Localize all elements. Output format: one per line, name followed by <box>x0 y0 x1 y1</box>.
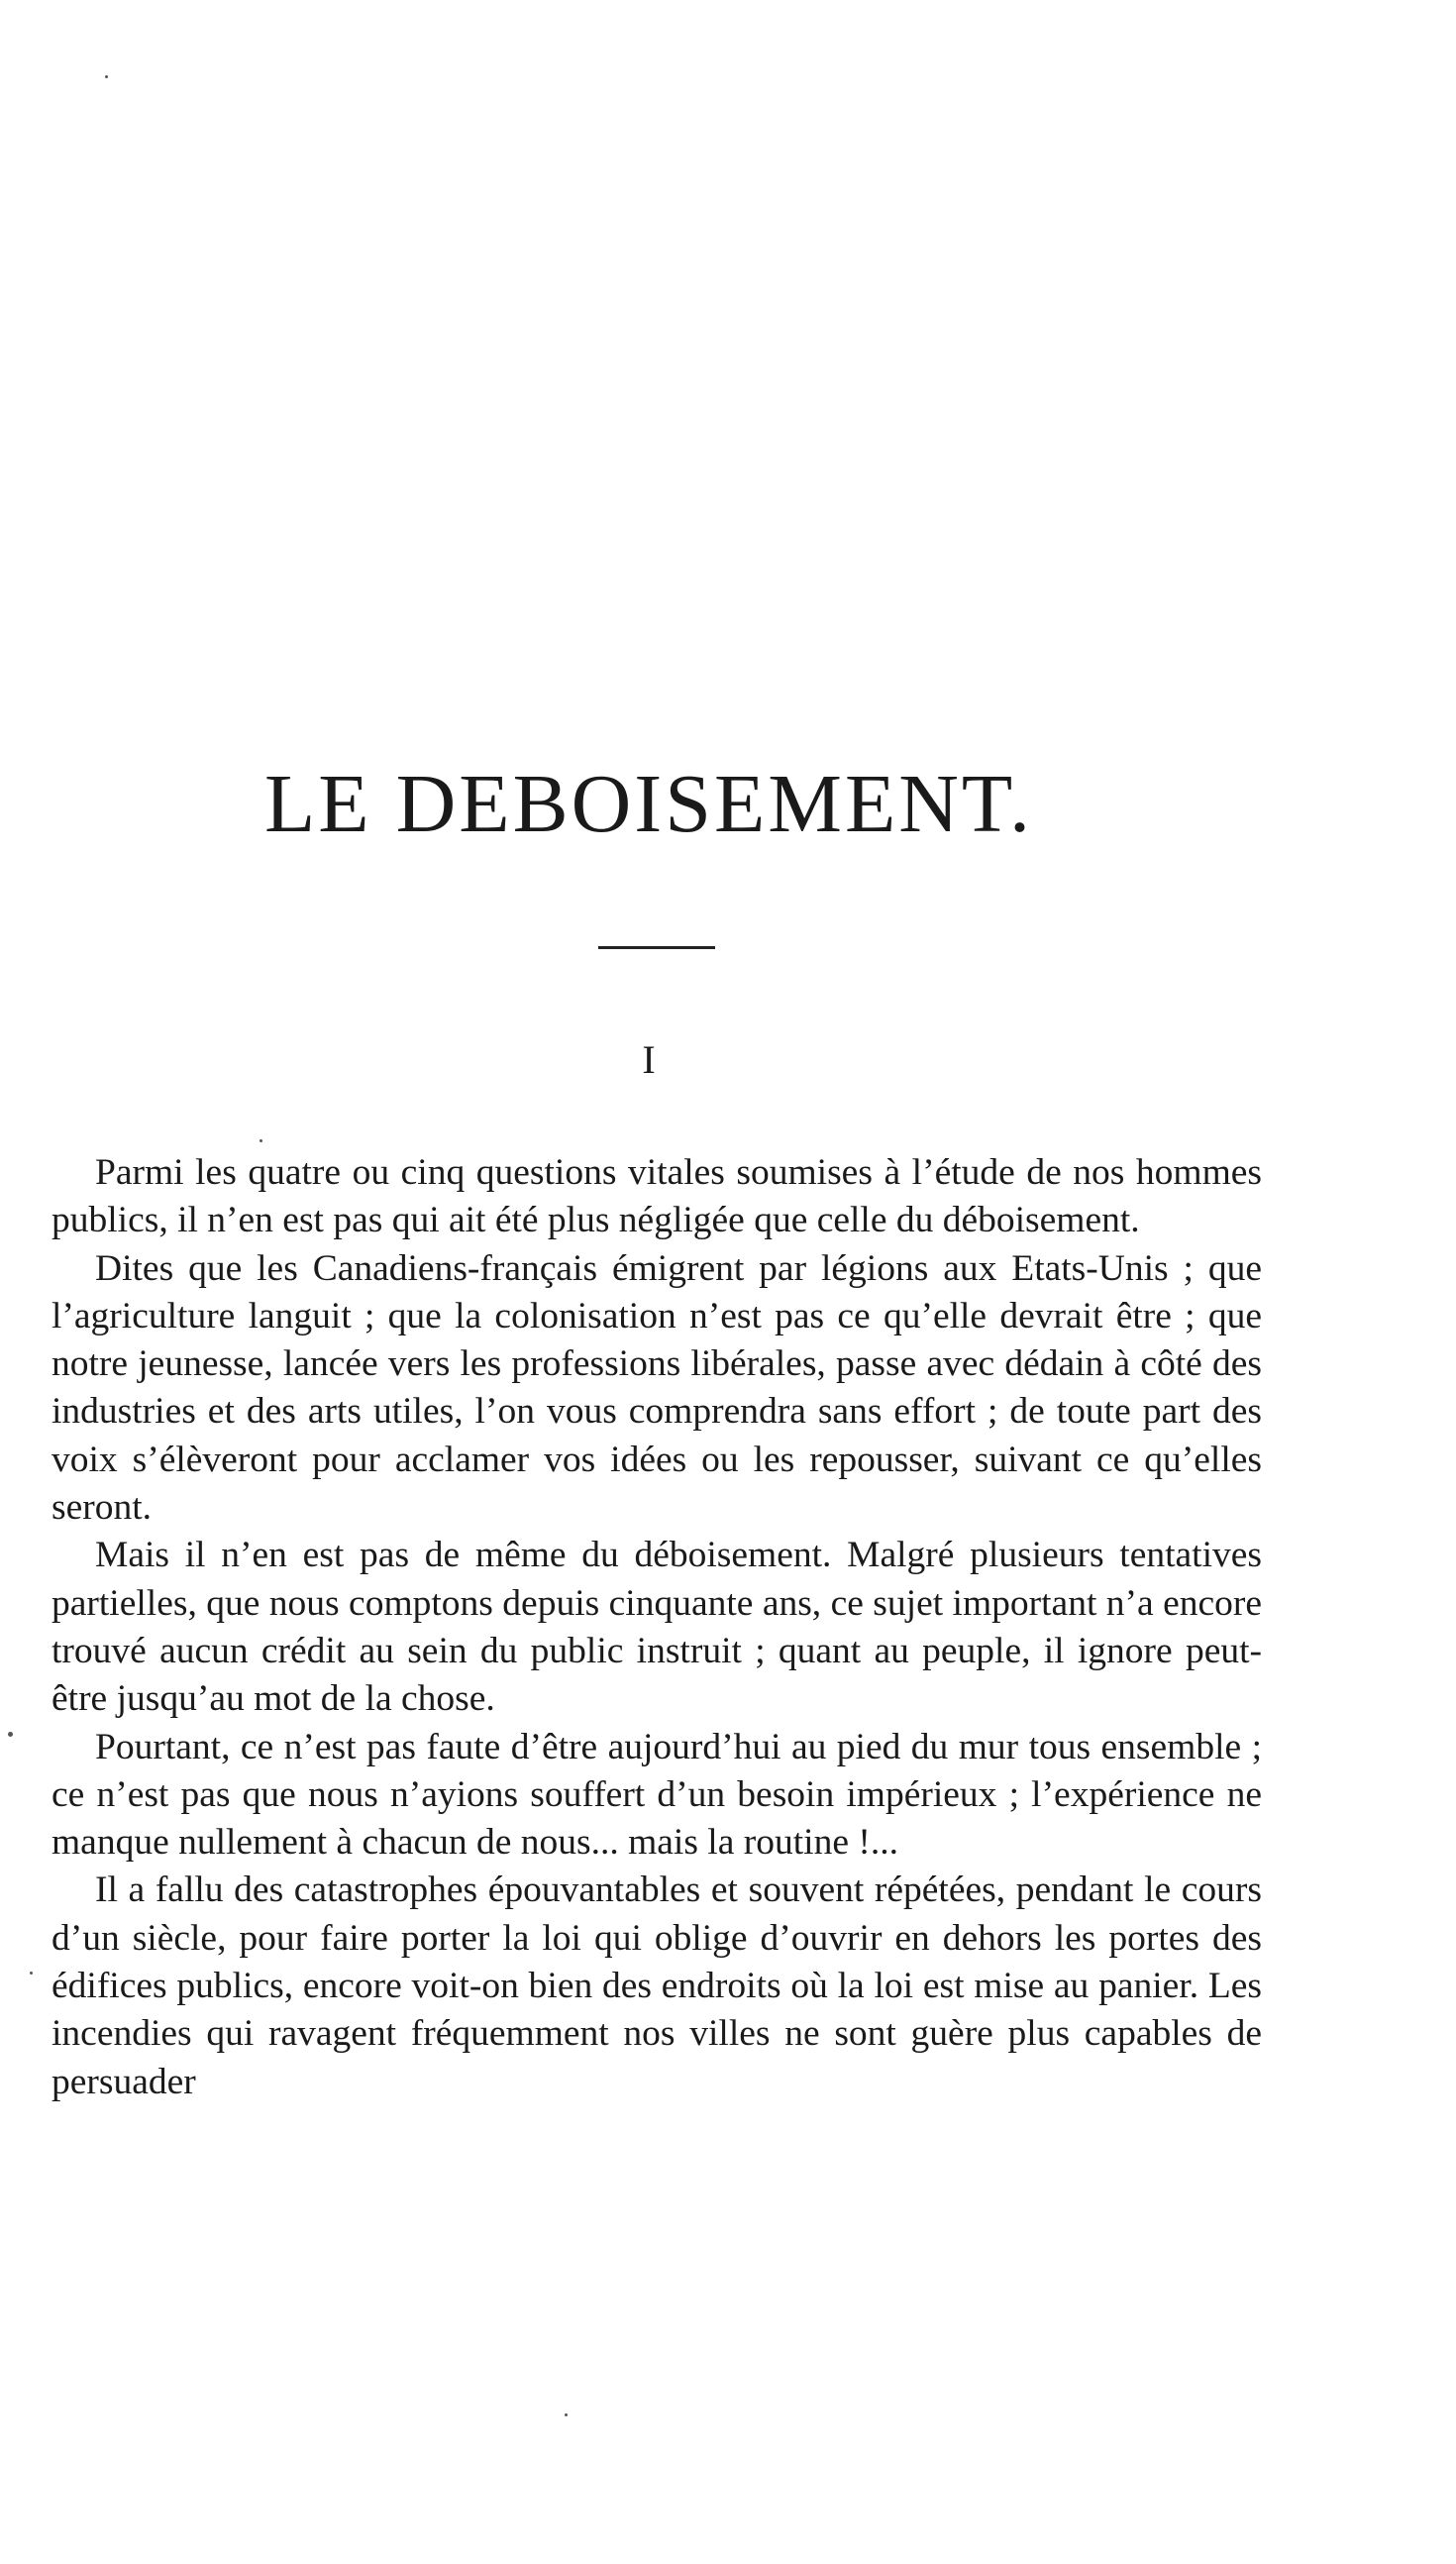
print-speck <box>8 1732 13 1737</box>
section-number: I <box>642 1037 656 1082</box>
paragraph: Parmi les quatre ou cinq questions vitales soumises à l’étude de nos hommes publics, il n’en est pas qui ait été plus négligée que celle du déboisement. <box>52 1152 1262 1241</box>
paragraph: Dites que les Canadiens-français émigrent par légions aux Etats-Unis ; que l’agriculture languit ; que la colonisation n’est pas ce qu’elle devrait être ; que notre jeunesse, lancée vers les professions libérales, passe avec dédain à côté des industries et des arts utiles, l’on vous comprendra sans effort ; de toute part des voix s’élèveront pour acclamer vos idées ou les repousser, suivant ce qu’elles seront. <box>52 1247 1262 1529</box>
title-rule <box>598 946 715 949</box>
chapter-title: LE DEBOISEMENT. <box>263 758 1034 850</box>
paragraph: Mais il n’en est pas de même du déboisement. Malgré plusieurs tentatives partielles, que nous comptons depuis cinquante ans, ce sujet important n’a encore trouvé aucun crédit au sein du public instruit ; quant au peuple, il ignore peut-être jusqu’au mot de la chose. <box>52 1535 1262 1720</box>
print-speck <box>260 1139 262 1142</box>
paragraph: Il a fallu des catastrophes épouvantables et souvent répétées, pendant le cours d’un siècle, pour faire porter la loi qui oblige d’ouvrir en dehors les portes des édifices publics, encore voit-on bien des endroits où la loi est mise au panier. Les incendies qui ravagent fréquemment nos villes ne sont guère plus capables de persuader <box>52 1870 1262 2102</box>
paragraph: Pourtant, ce n’est pas faute d’être aujourd’hui au pied du mur tous ensemble ; ce n’est pas que nous n’ayions souffert d’un besoin impérieux ; l’expérience ne manque nullement à chacun de nous... mais la routine !... <box>52 1726 1262 1864</box>
print-speck <box>105 75 108 78</box>
body-text <box>52 1149 1262 2106</box>
print-speck <box>30 1972 33 1975</box>
print-speck <box>565 2413 568 2416</box>
